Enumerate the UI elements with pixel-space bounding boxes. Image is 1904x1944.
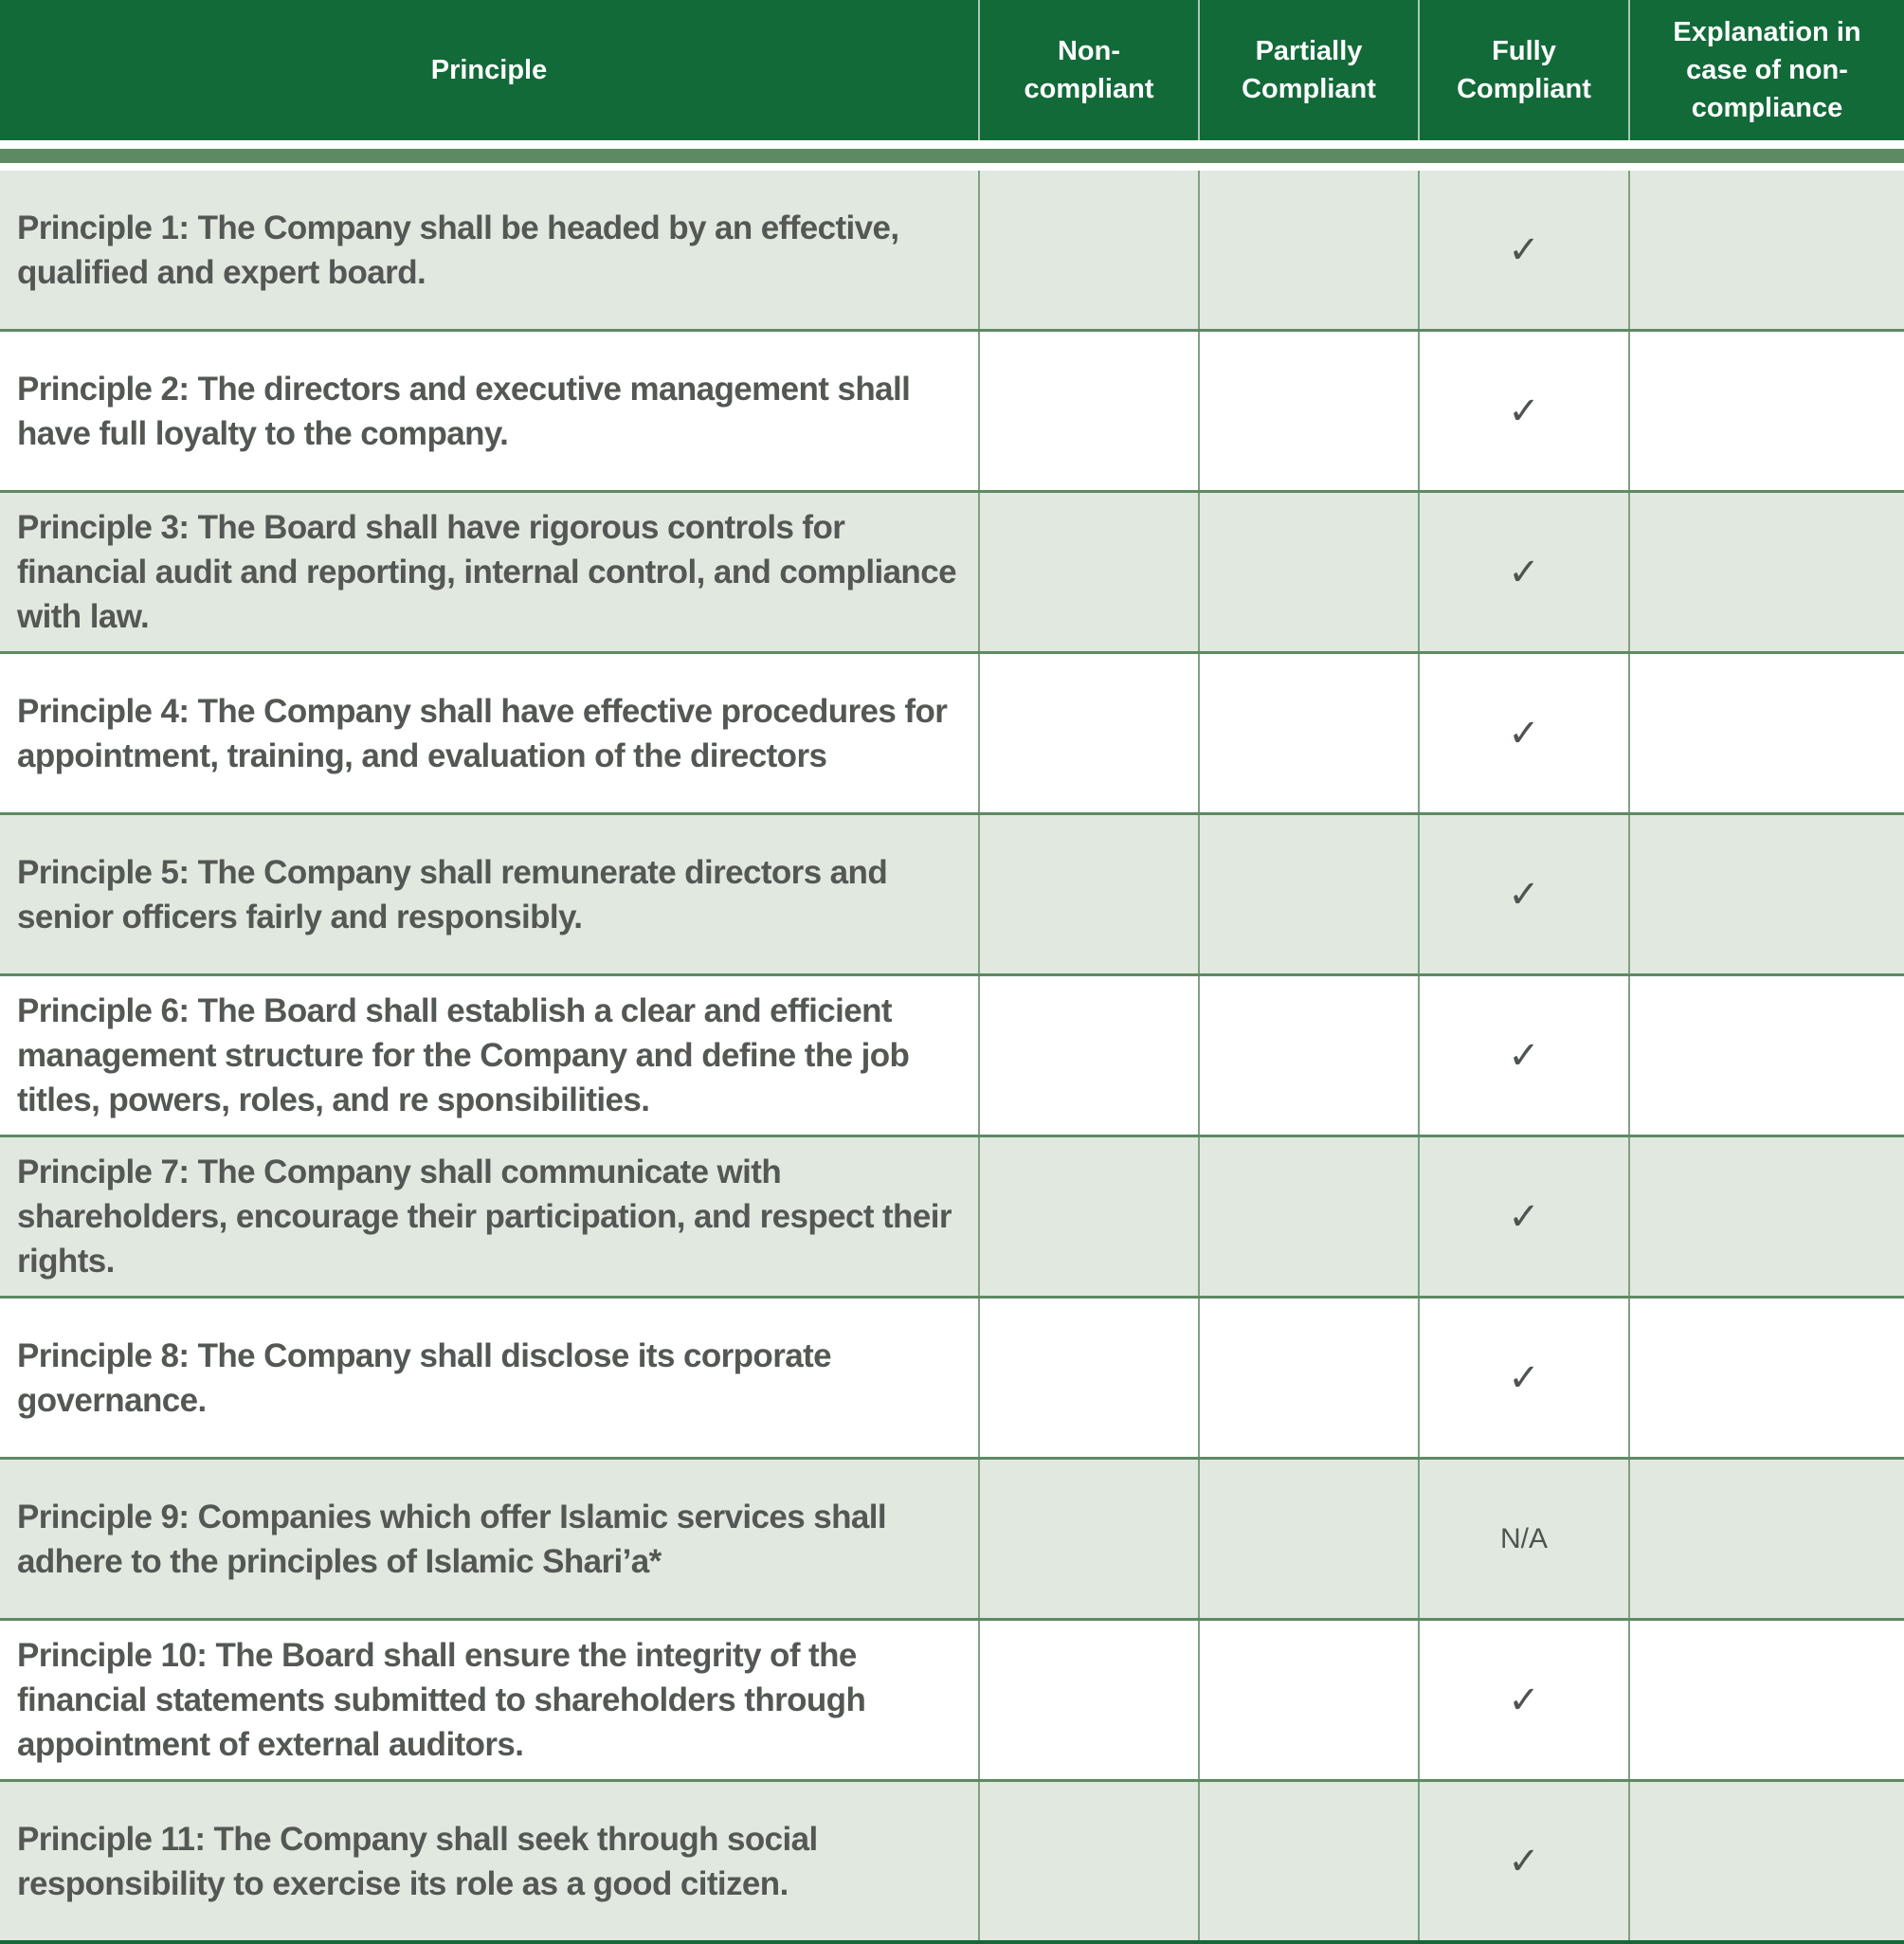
- principle-text: Principle 9: Companies which offer Islamic services shall adhere to the principles of Islamic Shari’a*: [17, 1498, 887, 1580]
- explanation-cell: [1628, 654, 1904, 812]
- principle-cell: [0, 493, 978, 651]
- non-compliant-cell: [978, 332, 1198, 490]
- principle-text: Principle 3: The Board shall have rigorous controls for financial audit and reporting, internal control, and compliance with law.: [17, 509, 956, 635]
- non-compliant-cell: [978, 976, 1198, 1135]
- explanation-cell: [1628, 1460, 1904, 1618]
- fully-compliant-cell: [1418, 654, 1628, 812]
- partially-compliant-cell: [1198, 1782, 1418, 1940]
- partially-compliant-cell: [1198, 171, 1418, 329]
- table-row: [0, 332, 1904, 493]
- principle-text: Principle 5: The Company shall remunerate directors and senior officers fairly and responsibly.: [17, 853, 888, 936]
- explanation-cell: [1628, 1137, 1904, 1296]
- non-compliant-cell: [978, 1137, 1198, 1296]
- checkmark-icon: ✓: [1508, 227, 1540, 272]
- principle-cell: [0, 976, 978, 1135]
- header-partially-compliant: Partially Compliant: [1198, 0, 1418, 140]
- table-row: [0, 654, 1904, 815]
- fully-compliant-cell: [1418, 1782, 1628, 1940]
- table-row: [0, 493, 1904, 654]
- explanation-cell: [1628, 171, 1904, 329]
- checkmark-icon: ✓: [1508, 711, 1540, 755]
- fully-compliant-cell: [1418, 815, 1628, 973]
- non-compliant-cell: [978, 493, 1198, 651]
- explanation-cell: [1628, 815, 1904, 973]
- fully-compliant-cell: [1418, 1621, 1628, 1779]
- explanation-cell: [1628, 332, 1904, 490]
- fully-compliant-cell: [1418, 171, 1628, 329]
- table-body: [0, 171, 1904, 1944]
- principle-text: Principle 10: The Board shall ensure the integrity of the financial statements submitted to shareholders through appointment of external auditors.: [17, 1637, 866, 1763]
- partially-compliant-cell: [1198, 976, 1418, 1135]
- principle-cell: [0, 171, 978, 329]
- principle-text: Principle 4: The Company shall have effective procedures for appointment, training, and evaluation of the directors: [17, 692, 948, 774]
- header-non-compliant: Non- compliant: [978, 0, 1198, 140]
- checkmark-icon: ✓: [1508, 1194, 1540, 1239]
- principle-text: Principle 11: The Company shall seek through social responsibility to exercise its role as a good citizen.: [17, 1820, 818, 1902]
- table-row: [0, 171, 1904, 332]
- header-fully-compliant: Fully Compliant: [1418, 0, 1628, 140]
- table-row: [0, 1299, 1904, 1460]
- explanation-cell: [1628, 493, 1904, 651]
- fully-compliant-cell: [1418, 976, 1628, 1135]
- table-row: [0, 1782, 1904, 1944]
- non-compliant-cell: [978, 815, 1198, 973]
- explanation-cell: [1628, 1782, 1904, 1940]
- principle-cell: [0, 1460, 978, 1618]
- non-compliant-cell: [978, 1782, 1198, 1940]
- partially-compliant-cell: [1198, 493, 1418, 651]
- non-compliant-cell: [978, 1621, 1198, 1779]
- fully-compliant-cell: [1418, 1299, 1628, 1457]
- principle-cell: [0, 332, 978, 490]
- non-compliant-cell: [978, 1460, 1198, 1618]
- non-compliant-cell: [978, 1299, 1198, 1457]
- non-compliant-cell: [978, 171, 1198, 329]
- explanation-cell: [1628, 1299, 1904, 1457]
- principle-cell: [0, 1137, 978, 1296]
- explanation-cell: [1628, 976, 1904, 1135]
- principle-cell: [0, 815, 978, 973]
- partially-compliant-cell: [1198, 332, 1418, 490]
- partially-compliant-cell: [1198, 815, 1418, 973]
- table-row: [0, 1460, 1904, 1621]
- checkmark-icon: ✓: [1508, 1355, 1540, 1400]
- principle-cell: [0, 654, 978, 812]
- partially-compliant-cell: [1198, 1299, 1418, 1457]
- principle-text: Principle 7: The Company shall communicate with shareholders, encourage their participation, and respect their rights.: [17, 1154, 952, 1280]
- principle-cell: [0, 1621, 978, 1779]
- header-explanation: Explanation in case of non- compliance: [1628, 0, 1904, 140]
- non-compliant-cell: [978, 654, 1198, 812]
- fully-compliant-cell: [1418, 1460, 1628, 1618]
- principle-cell: [0, 1299, 978, 1457]
- table-row: [0, 1137, 1904, 1299]
- table-row: [0, 976, 1904, 1137]
- fully-compliant-cell: [1418, 332, 1628, 490]
- partially-compliant-cell: [1198, 1621, 1418, 1779]
- separator-band: [0, 149, 1904, 163]
- checkmark-icon: ✓: [1508, 1839, 1540, 1883]
- principle-text: Principle 2: The directors and executive management shall have full loyalty to the company.: [17, 370, 911, 452]
- fully-compliant-cell: [1418, 1137, 1628, 1296]
- header-separator-stripe: [0, 140, 1904, 171]
- principle-text: Principle 8: The Company shall disclose its corporate governance.: [17, 1336, 832, 1419]
- checkmark-icon: ✓: [1508, 1678, 1540, 1722]
- partially-compliant-cell: [1198, 1460, 1418, 1618]
- fully-compliant-cell: [1418, 493, 1628, 651]
- checkmark-icon: ✓: [1508, 872, 1540, 917]
- table-header: [0, 0, 1904, 140]
- partially-compliant-cell: [1198, 1137, 1418, 1296]
- checkmark-icon: ✓: [1508, 1033, 1540, 1078]
- principle-text: Principle 6: The Board shall establish a clear and efficient management structure for the Company and define the job titles, powers, roles, and re sponsibilities.: [17, 992, 910, 1118]
- header-principle: Principle: [430, 55, 548, 85]
- checkmark-icon: ✓: [1508, 389, 1540, 433]
- table-row: [0, 815, 1904, 976]
- partially-compliant-cell: [1198, 654, 1418, 812]
- explanation-cell: [1628, 1621, 1904, 1779]
- status-text: N/A: [1499, 1522, 1548, 1554]
- principle-text: Principle 1: The Company shall be headed by an effective, qualified and expert board.: [17, 209, 899, 291]
- table-row: [0, 1621, 1904, 1782]
- principle-cell: [0, 1782, 978, 1940]
- checkmark-icon: ✓: [1508, 550, 1540, 594]
